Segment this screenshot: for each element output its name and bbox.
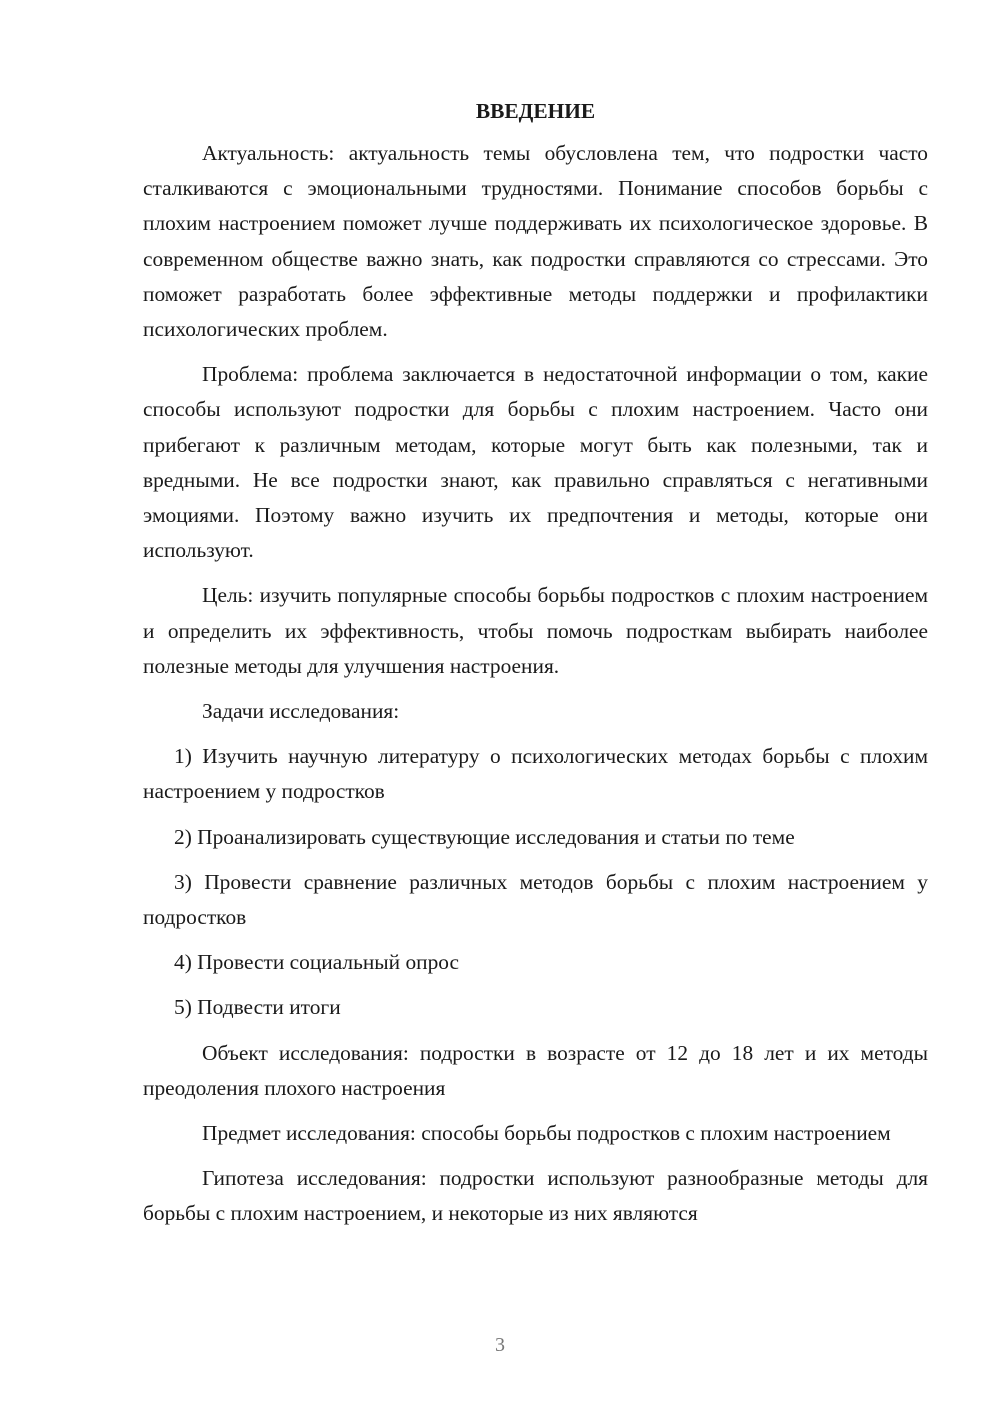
paragraph-tasks-heading: Задачи исследования:	[202, 699, 400, 724]
task-item-1: 1) Изучить научную литературу о психологических методах борьбы с плохим настроением у подростков	[143, 744, 928, 804]
document-page	[143, 96, 928, 1242]
task-item-5: 5) Подвести итоги	[174, 995, 341, 1020]
task-item-2: 2) Проанализировать существующие исследования и статьи по теме	[174, 824, 795, 849]
section-title: ВВЕДЕНИЕ	[475, 99, 596, 123]
paragraph-problem: Проблема: проблема заключается в недостаточной информации о том, какие способы используют подростки для борьбы с плохим настроением. Часто они прибегают к различным методам, которые могут быть как полезными, так и вредными. Не все подростки знают, как правильно справляться с негативными эмоциями. Поэтому важно изучить их предпочтения и методы, которые они используют.	[143, 362, 928, 563]
task-item-3: 3) Провести сравнение различных методов борьбы с плохим настроением у подростков	[143, 869, 928, 930]
paragraph-goal: Цель: изучить популярные способы борьбы подростков с плохим настроением и определить их эффективность, чтобы помочь подросткам выбирать наиболее полезные методы для улучшения настроения.	[143, 583, 928, 678]
paragraph-object: Объект исследования: подростки в возрасте от 12 до 18 лет и их методы преодоления плохого настроения	[143, 1040, 928, 1100]
paragraph-subject: Предмет исследования: способы борьбы подростков с плохим настроением	[202, 1121, 891, 1146]
task-list	[143, 739, 928, 1025]
paragraph-hypothesis: Гипотеза исследования: подростки используют разнообразные методы для борьбы с плохим настроением, и некоторые из них являются	[143, 1166, 928, 1226]
page-number: 3	[495, 1334, 505, 1356]
task-item-4: 4) Провести социальный опрос	[174, 950, 460, 975]
paragraph-relevance: Актуальность: актуальность темы обусловлена тем, что подростки часто сталкиваются с эмоциональными трудностями. Понимание способов борьбы с плохим настроением поможет лучше поддерживать их психологическое здоровье. В современном обществе важно знать, как подростки справляются со стрессами. Это поможет разработать более эффективные методы поддержки и профилактики психологических проблем.	[143, 141, 928, 342]
